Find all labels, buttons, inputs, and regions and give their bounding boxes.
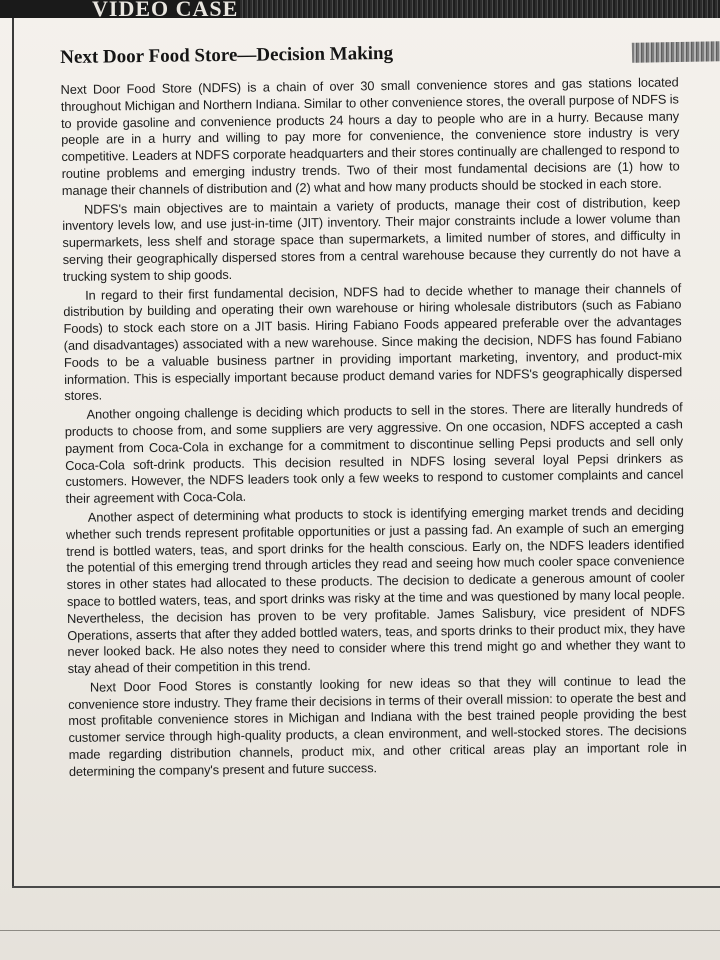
section-header-band xyxy=(0,0,720,21)
paragraph-trends: Another aspect of determining what products to stock is identifying emerging market trends and deciding whether such trends represent profitable opportunities or just a passing fad. An example of such an emerging trend is bottled waters, teas, and sport drinks for the health conscious. Early on, the NDFS leaders identified the potential of this emerging trend through articles they read and seeing how much cooler space convenience stores in other states had allocated to these products. The decision to dedicate a generous amount of cooler space to bottled waters, teas, and sport drinks was risky at the time and was questioned by many local people. Nevertheless, the decision has proven to be very profitable. James Salisbury, vice president of NDFS Operations, asserts that after they added bottled waters, teas, and sports drinks to their product mix, they have never looked back. He also notes they need to consider where this trend might go and whether they want to stay ahead of their competition in this trend. xyxy=(65,502,686,677)
paragraph-distribution: In regard to their first fundamental decision, NDFS had to decide whether to manage their channels of distribution by building and operating their own warehouse or hiring wholesale distributors (such as Fabiano Foods) to stock each store on a JIT basis. Hiring Fabiano Foods appeared preferable over the advantages (and disadvantages) associated with a new warehouse. Since making the decision, NDFS has found Fabiano Foods to be a valuable business partner in providing important marketing, inventory, and product-mix information. This is especially important because product demand varies for NDFS's geographically dispersed stores. xyxy=(63,279,683,404)
paragraph-mission: Next Door Food Stores is constantly looking for new ideas so that they will continue to lead the convenience store industry. They frame their decisions in terms of their overall mission: to operate the best and most profitable convenience stores in Michigan and Indiana with the best trained people providing the best customer service through high-quality products, a clean environment, and well-stocked stores. The decisions made regarding distribution channels, product mix, and other critical areas play an important role in determining the company's present and future success. xyxy=(68,672,687,779)
case-article xyxy=(60,30,687,780)
header-pattern xyxy=(240,0,720,18)
section-label: VIDEO CASE xyxy=(92,0,239,21)
case-title: Next Door Food Store—Decision Making xyxy=(60,42,394,68)
paragraph-objectives: NDFS's main objectives are to maintain a variety of products, manage their cost of distribution, keep inventory levels low, and use just-in-time (JIT) inventory. Their major constraints include a lower volume than supermarkets, less shelf and storage space than supermarkets, a limited number of stores, and difficulty in serving their geographically dispersed stores from a central warehouse because they currently do not have a trucking system to ship goods. xyxy=(62,194,681,284)
page-frame-left xyxy=(12,18,14,888)
page-bottom-rule xyxy=(0,930,720,931)
page-frame-bottom xyxy=(12,886,720,888)
paragraph-intro: Next Door Food Store (NDFS) is a chain of over 30 small convenience stores and gas stations located throughout Michigan and Northern Indiana. Similar to other convenience stores, the overall purpose of NDFS is to provide gasoline and convenience products 24 hours a day to people who are in a hurry. Because many people are in a hurry and willing to pay more for convenience, the convenience store industry is very competitive. Leaders at NDFS corporate headquarters and their stores continually are challenged to respond to routine problems and emerging industry trends. Two of their most fundamental decisions are (1) how to manage their channels of distribution and (2) what and how many products should be stocked in each store. xyxy=(60,74,680,198)
paragraph-products: Another ongoing challenge is deciding which products to sell in the stores. There are literally hundreds of products to choose from, and some suppliers are very aggressive. On one occasion, NDFS accepted a cash payment from Coca-Cola in exchange for a commitment to discontinue selling Pepsi products and sell only Coca-Cola soft-drink products. This decision resulted in NDFS losing several loyal Pepsi drinkers as customers. However, the NDFS leaders took only a few weeks to respond to customer complaints and cancel their agreement with Coca-Cola. xyxy=(64,399,684,507)
